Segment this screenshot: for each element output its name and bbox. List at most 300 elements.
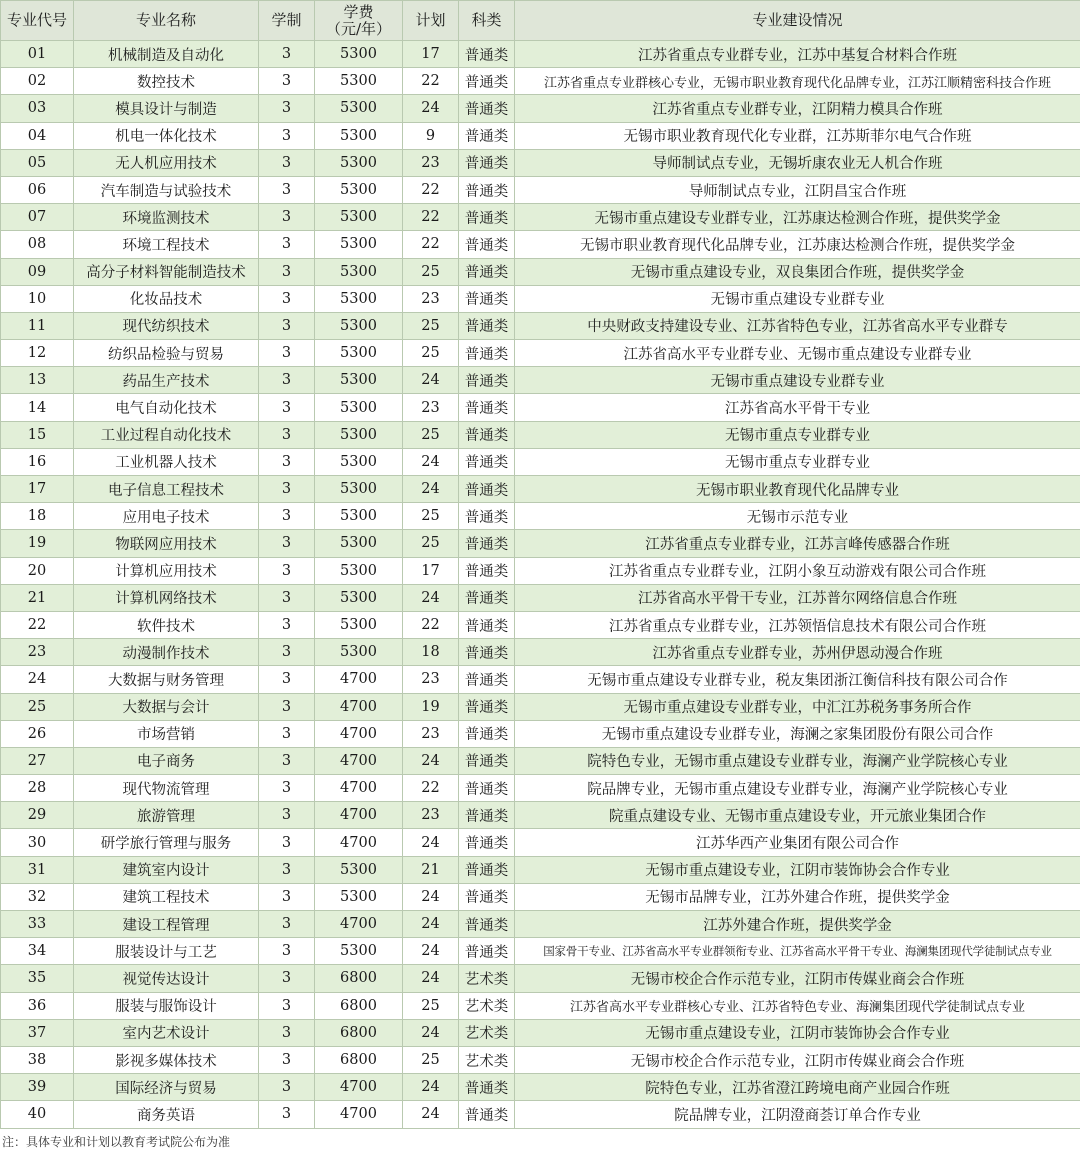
cell-major-name: 室内艺术设计 bbox=[74, 1019, 259, 1046]
cell-description: 无锡市重点建设专业，江阴市装饰协会合作专业 bbox=[515, 1019, 1080, 1046]
cell-code: 20 bbox=[1, 557, 74, 584]
cell-plan: 24 bbox=[403, 911, 459, 938]
cell-category: 普通类 bbox=[459, 285, 515, 312]
cell-major-name: 高分子材料智能制造技术 bbox=[74, 258, 259, 285]
cell-description: 无锡市重点建设专业群专业 bbox=[515, 367, 1080, 394]
cell-years: 3 bbox=[259, 666, 315, 693]
header-category: 科类 bbox=[459, 1, 515, 41]
cell-description: 江苏省高水平骨干专业 bbox=[515, 394, 1080, 421]
table-row bbox=[1, 1046, 1080, 1073]
cell-fee: 6800 bbox=[315, 1046, 403, 1073]
cell-major-name: 旅游管理 bbox=[74, 802, 259, 829]
cell-plan: 22 bbox=[403, 204, 459, 231]
cell-years: 3 bbox=[259, 503, 315, 530]
cell-fee: 5300 bbox=[315, 258, 403, 285]
cell-description: 无锡市品牌专业，江苏外建合作班，提供奖学金 bbox=[515, 883, 1080, 910]
cell-description: 无锡市重点专业群专业 bbox=[515, 448, 1080, 475]
cell-fee: 5300 bbox=[315, 285, 403, 312]
cell-category: 普通类 bbox=[459, 1101, 515, 1128]
cell-major-name: 大数据与会计 bbox=[74, 693, 259, 720]
cell-major-name: 商务英语 bbox=[74, 1101, 259, 1128]
cell-plan: 25 bbox=[403, 530, 459, 557]
cell-years: 3 bbox=[259, 1019, 315, 1046]
table-row bbox=[1, 1101, 1080, 1128]
table-row bbox=[1, 965, 1080, 992]
cell-plan: 24 bbox=[403, 584, 459, 611]
cell-code: 12 bbox=[1, 340, 74, 367]
cell-code: 10 bbox=[1, 285, 74, 312]
cell-code: 28 bbox=[1, 775, 74, 802]
cell-major-name: 服装与服饰设计 bbox=[74, 992, 259, 1019]
cell-category: 普通类 bbox=[459, 367, 515, 394]
table-row bbox=[1, 775, 1080, 802]
table-row bbox=[1, 530, 1080, 557]
cell-fee: 5300 bbox=[315, 149, 403, 176]
cell-major-name: 建筑室内设计 bbox=[74, 856, 259, 883]
cell-category: 普通类 bbox=[459, 394, 515, 421]
cell-years: 3 bbox=[259, 802, 315, 829]
table-row bbox=[1, 693, 1080, 720]
cell-years: 3 bbox=[259, 448, 315, 475]
cell-code: 26 bbox=[1, 720, 74, 747]
table-row bbox=[1, 68, 1080, 95]
cell-category: 艺术类 bbox=[459, 1046, 515, 1073]
cell-plan: 23 bbox=[403, 720, 459, 747]
cell-description: 无锡市重点建设专业群专业，海澜之家集团股份有限公司合作 bbox=[515, 720, 1080, 747]
cell-plan: 23 bbox=[403, 666, 459, 693]
cell-description: 院重点建设专业、无锡市重点建设专业，开元旅业集团合作 bbox=[515, 802, 1080, 829]
table-row bbox=[1, 883, 1080, 910]
cell-years: 3 bbox=[259, 747, 315, 774]
cell-category: 普通类 bbox=[459, 340, 515, 367]
cell-fee: 5300 bbox=[315, 41, 403, 68]
cell-code: 32 bbox=[1, 883, 74, 910]
table-body bbox=[1, 41, 1080, 1129]
cell-code: 24 bbox=[1, 666, 74, 693]
cell-plan: 24 bbox=[403, 1074, 459, 1101]
cell-description: 江苏省重点专业群专业，江阴精力模具合作班 bbox=[515, 95, 1080, 122]
cell-major-name: 工业机器人技术 bbox=[74, 448, 259, 475]
cell-major-name: 电子商务 bbox=[74, 747, 259, 774]
cell-major-name: 机械制造及自动化 bbox=[74, 41, 259, 68]
cell-major-name: 电气自动化技术 bbox=[74, 394, 259, 421]
cell-years: 3 bbox=[259, 149, 315, 176]
cell-plan: 24 bbox=[403, 829, 459, 856]
cell-code: 29 bbox=[1, 802, 74, 829]
cell-code: 17 bbox=[1, 476, 74, 503]
cell-years: 3 bbox=[259, 584, 315, 611]
cell-years: 3 bbox=[259, 1046, 315, 1073]
cell-major-name: 环境监测技术 bbox=[74, 204, 259, 231]
cell-major-name: 物联网应用技术 bbox=[74, 530, 259, 557]
cell-years: 3 bbox=[259, 1101, 315, 1128]
cell-code: 31 bbox=[1, 856, 74, 883]
cell-major-name: 现代纺织技术 bbox=[74, 312, 259, 339]
cell-major-name: 计算机应用技术 bbox=[74, 557, 259, 584]
cell-code: 13 bbox=[1, 367, 74, 394]
cell-plan: 25 bbox=[403, 421, 459, 448]
cell-plan: 24 bbox=[403, 1101, 459, 1128]
cell-major-name: 现代物流管理 bbox=[74, 775, 259, 802]
cell-code: 06 bbox=[1, 176, 74, 203]
cell-fee: 5300 bbox=[315, 611, 403, 638]
cell-code: 05 bbox=[1, 149, 74, 176]
cell-code: 23 bbox=[1, 639, 74, 666]
cell-category: 普通类 bbox=[459, 639, 515, 666]
cell-description: 无锡市校企合作示范专业，江阴市传媒业商会合作班 bbox=[515, 965, 1080, 992]
cell-category: 普通类 bbox=[459, 204, 515, 231]
cell-fee: 4700 bbox=[315, 829, 403, 856]
cell-years: 3 bbox=[259, 68, 315, 95]
cell-category: 普通类 bbox=[459, 666, 515, 693]
table-row bbox=[1, 856, 1080, 883]
cell-plan: 23 bbox=[403, 802, 459, 829]
cell-description: 无锡市校企合作示范专业，江阴市传媒业商会合作班 bbox=[515, 1046, 1080, 1073]
cell-major-name: 市场营销 bbox=[74, 720, 259, 747]
cell-fee: 5300 bbox=[315, 231, 403, 258]
cell-code: 27 bbox=[1, 747, 74, 774]
cell-years: 3 bbox=[259, 367, 315, 394]
cell-plan: 25 bbox=[403, 312, 459, 339]
cell-code: 04 bbox=[1, 122, 74, 149]
table-row bbox=[1, 666, 1080, 693]
cell-fee: 4700 bbox=[315, 1074, 403, 1101]
cell-code: 02 bbox=[1, 68, 74, 95]
cell-description: 无锡市示范专业 bbox=[515, 503, 1080, 530]
cell-category: 艺术类 bbox=[459, 965, 515, 992]
cell-description: 江苏省高水平专业群专业、无锡市重点建设专业群专业 bbox=[515, 340, 1080, 367]
cell-description: 江苏省高水平骨干专业，江苏普尔网络信息合作班 bbox=[515, 584, 1080, 611]
cell-fee: 4700 bbox=[315, 666, 403, 693]
cell-description: 无锡市重点建设专业，江阴市装饰协会合作专业 bbox=[515, 856, 1080, 883]
cell-plan: 19 bbox=[403, 693, 459, 720]
cell-major-name: 无人机应用技术 bbox=[74, 149, 259, 176]
cell-code: 25 bbox=[1, 693, 74, 720]
cell-code: 14 bbox=[1, 394, 74, 421]
cell-code: 22 bbox=[1, 611, 74, 638]
header-fee-line1: 学费 bbox=[343, 2, 374, 21]
cell-fee: 5300 bbox=[315, 584, 403, 611]
cell-major-name: 模具设计与制造 bbox=[74, 95, 259, 122]
cell-years: 3 bbox=[259, 421, 315, 448]
cell-category: 普通类 bbox=[459, 693, 515, 720]
cell-description: 国家骨干专业、江苏省高水平专业群领衔专业、江苏省高水平骨干专业、海澜集团现代学徒制试点专业 bbox=[515, 938, 1080, 965]
cell-code: 15 bbox=[1, 421, 74, 448]
cell-fee: 5300 bbox=[315, 476, 403, 503]
table-row bbox=[1, 1074, 1080, 1101]
cell-code: 19 bbox=[1, 530, 74, 557]
table-row bbox=[1, 829, 1080, 856]
table-row bbox=[1, 367, 1080, 394]
cell-category: 普通类 bbox=[459, 476, 515, 503]
cell-description: 江苏省高水平专业群核心专业、江苏省特色专业、海澜集团现代学徒制试点专业 bbox=[515, 992, 1080, 1019]
table-row bbox=[1, 340, 1080, 367]
cell-years: 3 bbox=[259, 312, 315, 339]
table-row bbox=[1, 41, 1080, 68]
cell-plan: 23 bbox=[403, 149, 459, 176]
cell-description: 无锡市重点建设专业群专业，中汇江苏税务事务所合作 bbox=[515, 693, 1080, 720]
table-row bbox=[1, 95, 1080, 122]
cell-years: 3 bbox=[259, 883, 315, 910]
cell-fee: 5300 bbox=[315, 122, 403, 149]
cell-fee: 6800 bbox=[315, 1019, 403, 1046]
cell-category: 普通类 bbox=[459, 911, 515, 938]
footnote: 注：具体专业和计划以教育考试院公布为准 bbox=[2, 1135, 231, 1149]
table-row bbox=[1, 584, 1080, 611]
cell-code: 34 bbox=[1, 938, 74, 965]
cell-plan: 23 bbox=[403, 285, 459, 312]
cell-major-name: 服装设计与工艺 bbox=[74, 938, 259, 965]
cell-category: 普通类 bbox=[459, 720, 515, 747]
header-desc: 专业建设情况 bbox=[515, 1, 1080, 41]
cell-fee: 4700 bbox=[315, 802, 403, 829]
cell-plan: 17 bbox=[403, 41, 459, 68]
cell-category: 普通类 bbox=[459, 41, 515, 68]
cell-description: 江苏华西产业集团有限公司合作 bbox=[515, 829, 1080, 856]
cell-fee: 5300 bbox=[315, 639, 403, 666]
cell-major-name: 工业过程自动化技术 bbox=[74, 421, 259, 448]
cell-years: 3 bbox=[259, 992, 315, 1019]
header-fee bbox=[315, 1, 403, 41]
cell-years: 3 bbox=[259, 340, 315, 367]
cell-code: 38 bbox=[1, 1046, 74, 1073]
cell-plan: 18 bbox=[403, 639, 459, 666]
table-row bbox=[1, 802, 1080, 829]
cell-years: 3 bbox=[259, 231, 315, 258]
cell-fee: 5300 bbox=[315, 557, 403, 584]
cell-category: 普通类 bbox=[459, 312, 515, 339]
cell-fee: 5300 bbox=[315, 367, 403, 394]
cell-category: 艺术类 bbox=[459, 992, 515, 1019]
cell-description: 无锡市职业教育现代化品牌专业，江苏康达检测合作班，提供奖学金 bbox=[515, 231, 1080, 258]
cell-plan: 25 bbox=[403, 992, 459, 1019]
cell-category: 普通类 bbox=[459, 231, 515, 258]
cell-major-name: 大数据与财务管理 bbox=[74, 666, 259, 693]
cell-category: 普通类 bbox=[459, 1074, 515, 1101]
table-row bbox=[1, 911, 1080, 938]
table-row bbox=[1, 747, 1080, 774]
cell-years: 3 bbox=[259, 775, 315, 802]
cell-plan: 17 bbox=[403, 557, 459, 584]
cell-code: 39 bbox=[1, 1074, 74, 1101]
cell-plan: 25 bbox=[403, 340, 459, 367]
cell-code: 35 bbox=[1, 965, 74, 992]
cell-code: 11 bbox=[1, 312, 74, 339]
cell-code: 09 bbox=[1, 258, 74, 285]
cell-major-name: 环境工程技术 bbox=[74, 231, 259, 258]
cell-category: 普通类 bbox=[459, 122, 515, 149]
cell-major-name: 软件技术 bbox=[74, 611, 259, 638]
cell-category: 普通类 bbox=[459, 802, 515, 829]
cell-fee: 5300 bbox=[315, 394, 403, 421]
cell-years: 3 bbox=[259, 530, 315, 557]
cell-fee: 5300 bbox=[315, 530, 403, 557]
table-row bbox=[1, 394, 1080, 421]
cell-code: 37 bbox=[1, 1019, 74, 1046]
cell-major-name: 国际经济与贸易 bbox=[74, 1074, 259, 1101]
table-row bbox=[1, 938, 1080, 965]
table-row bbox=[1, 285, 1080, 312]
cell-category: 普通类 bbox=[459, 584, 515, 611]
cell-fee: 5300 bbox=[315, 503, 403, 530]
table-row bbox=[1, 312, 1080, 339]
cell-category: 普通类 bbox=[459, 149, 515, 176]
cell-category: 普通类 bbox=[459, 503, 515, 530]
cell-plan: 22 bbox=[403, 775, 459, 802]
cell-years: 3 bbox=[259, 476, 315, 503]
table-row bbox=[1, 421, 1080, 448]
cell-category: 普通类 bbox=[459, 258, 515, 285]
cell-code: 21 bbox=[1, 584, 74, 611]
cell-major-name: 计算机网络技术 bbox=[74, 584, 259, 611]
cell-years: 3 bbox=[259, 258, 315, 285]
cell-fee: 5300 bbox=[315, 340, 403, 367]
cell-plan: 24 bbox=[403, 747, 459, 774]
table-row bbox=[1, 476, 1080, 503]
cell-years: 3 bbox=[259, 720, 315, 747]
cell-fee: 4700 bbox=[315, 1101, 403, 1128]
cell-plan: 22 bbox=[403, 231, 459, 258]
cell-fee: 4700 bbox=[315, 693, 403, 720]
cell-major-name: 机电一体化技术 bbox=[74, 122, 259, 149]
cell-major-name: 视觉传达设计 bbox=[74, 965, 259, 992]
cell-years: 3 bbox=[259, 122, 315, 149]
cell-plan: 23 bbox=[403, 394, 459, 421]
cell-description: 院品牌专业，江阴澄商荟订单合作专业 bbox=[515, 1101, 1080, 1128]
cell-plan: 24 bbox=[403, 448, 459, 475]
cell-major-name: 电子信息工程技术 bbox=[74, 476, 259, 503]
table-row bbox=[1, 557, 1080, 584]
cell-category: 普通类 bbox=[459, 557, 515, 584]
cell-code: 33 bbox=[1, 911, 74, 938]
header-fee-line2: （元/年） bbox=[325, 19, 392, 38]
cell-plan: 24 bbox=[403, 95, 459, 122]
cell-code: 30 bbox=[1, 829, 74, 856]
cell-plan: 22 bbox=[403, 176, 459, 203]
cell-fee: 5300 bbox=[315, 204, 403, 231]
cell-fee: 5300 bbox=[315, 856, 403, 883]
cell-major-name: 动漫制作技术 bbox=[74, 639, 259, 666]
cell-fee: 6800 bbox=[315, 965, 403, 992]
cell-major-name: 化妆品技术 bbox=[74, 285, 259, 312]
cell-category: 普通类 bbox=[459, 775, 515, 802]
cell-category: 普通类 bbox=[459, 448, 515, 475]
cell-plan: 24 bbox=[403, 965, 459, 992]
cell-description: 无锡市重点建设专业群专业，江苏康达检测合作班，提供奖学金 bbox=[515, 204, 1080, 231]
table-row bbox=[1, 503, 1080, 530]
cell-plan: 25 bbox=[403, 258, 459, 285]
table-row bbox=[1, 448, 1080, 475]
table-row bbox=[1, 176, 1080, 203]
cell-plan: 21 bbox=[403, 856, 459, 883]
cell-description: 江苏省重点专业群专业，江苏中基复合材料合作班 bbox=[515, 41, 1080, 68]
cell-years: 3 bbox=[259, 41, 315, 68]
table-row bbox=[1, 231, 1080, 258]
cell-fee: 5300 bbox=[315, 448, 403, 475]
cell-code: 01 bbox=[1, 41, 74, 68]
cell-fee: 5300 bbox=[315, 95, 403, 122]
table-row bbox=[1, 992, 1080, 1019]
cell-code: 18 bbox=[1, 503, 74, 530]
cell-code: 03 bbox=[1, 95, 74, 122]
cell-major-name: 药品生产技术 bbox=[74, 367, 259, 394]
cell-category: 普通类 bbox=[459, 68, 515, 95]
cell-years: 3 bbox=[259, 176, 315, 203]
cell-years: 3 bbox=[259, 95, 315, 122]
cell-fee: 4700 bbox=[315, 911, 403, 938]
cell-plan: 24 bbox=[403, 367, 459, 394]
cell-major-name: 数控技术 bbox=[74, 68, 259, 95]
cell-major-name: 汽车制造与试验技术 bbox=[74, 176, 259, 203]
cell-major-name: 纺织品检验与贸易 bbox=[74, 340, 259, 367]
table-row bbox=[1, 1019, 1080, 1046]
cell-plan: 22 bbox=[403, 68, 459, 95]
cell-years: 3 bbox=[259, 611, 315, 638]
table-row bbox=[1, 639, 1080, 666]
cell-description: 江苏省重点专业群核心专业，无锡市职业教育现代化品牌专业，江苏江顺精密科技合作班 bbox=[515, 68, 1080, 95]
cell-code: 36 bbox=[1, 992, 74, 1019]
table-row bbox=[1, 149, 1080, 176]
cell-category: 普通类 bbox=[459, 938, 515, 965]
cell-description: 无锡市职业教育现代化品牌专业 bbox=[515, 476, 1080, 503]
cell-description: 无锡市重点建设专业，双良集团合作班，提供奖学金 bbox=[515, 258, 1080, 285]
cell-plan: 25 bbox=[403, 503, 459, 530]
cell-description: 江苏省重点专业群专业，苏州伊恩动漫合作班 bbox=[515, 639, 1080, 666]
cell-description: 江苏省重点专业群专业，江苏领悟信息技术有限公司合作班 bbox=[515, 611, 1080, 638]
cell-years: 3 bbox=[259, 1074, 315, 1101]
cell-category: 普通类 bbox=[459, 421, 515, 448]
table-row bbox=[1, 204, 1080, 231]
cell-plan: 24 bbox=[403, 938, 459, 965]
cell-years: 3 bbox=[259, 557, 315, 584]
table-header-row bbox=[1, 1, 1080, 41]
header-code: 专业代号 bbox=[1, 1, 74, 41]
cell-years: 3 bbox=[259, 856, 315, 883]
cell-plan: 24 bbox=[403, 883, 459, 910]
cell-description: 院特色专业，无锡市重点建设专业群专业，海澜产业学院核心专业 bbox=[515, 747, 1080, 774]
cell-years: 3 bbox=[259, 938, 315, 965]
cell-description: 导师制试点专业，无锡圻康农业无人机合作班 bbox=[515, 149, 1080, 176]
cell-description: 导师制试点专业，江阴昌宝合作班 bbox=[515, 176, 1080, 203]
cell-plan: 22 bbox=[403, 611, 459, 638]
cell-category: 普通类 bbox=[459, 530, 515, 557]
cell-plan: 24 bbox=[403, 476, 459, 503]
cell-description: 无锡市重点建设专业群专业 bbox=[515, 285, 1080, 312]
cell-category: 普通类 bbox=[459, 747, 515, 774]
cell-fee: 5300 bbox=[315, 938, 403, 965]
cell-years: 3 bbox=[259, 285, 315, 312]
cell-major-name: 建筑工程技术 bbox=[74, 883, 259, 910]
cell-code: 16 bbox=[1, 448, 74, 475]
cell-description: 院品牌专业，无锡市重点建设专业群专业，海澜产业学院核心专业 bbox=[515, 775, 1080, 802]
header-name: 专业名称 bbox=[74, 1, 259, 41]
cell-fee: 4700 bbox=[315, 775, 403, 802]
cell-major-name: 影视多媒体技术 bbox=[74, 1046, 259, 1073]
cell-category: 普通类 bbox=[459, 856, 515, 883]
cell-years: 3 bbox=[259, 911, 315, 938]
cell-description: 院特色专业，江苏省澄江跨境电商产业园合作班 bbox=[515, 1074, 1080, 1101]
cell-category: 普通类 bbox=[459, 176, 515, 203]
cell-years: 3 bbox=[259, 394, 315, 421]
cell-fee: 4700 bbox=[315, 747, 403, 774]
cell-description: 中央财政支持建设专业、江苏省特色专业，江苏省高水平专业群专 bbox=[515, 312, 1080, 339]
cell-years: 3 bbox=[259, 693, 315, 720]
table-row bbox=[1, 611, 1080, 638]
cell-major-name: 建设工程管理 bbox=[74, 911, 259, 938]
cell-plan: 25 bbox=[403, 1046, 459, 1073]
cell-category: 普通类 bbox=[459, 829, 515, 856]
cell-plan: 9 bbox=[403, 122, 459, 149]
